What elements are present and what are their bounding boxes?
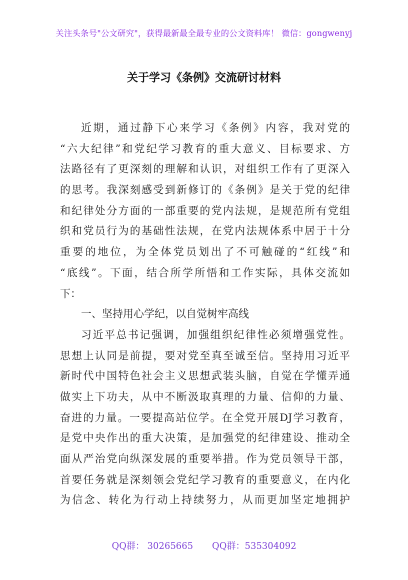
document-body: [60, 118, 350, 511]
body-line: 重要的地位，为全体党员划出了不可触碰的“红线”和: [60, 246, 350, 259]
document-title: 关于学习《条例》交流研讨材料: [127, 71, 281, 84]
body-line: “底线”。下面，结合所学所悟和工作实际，具体交流如: [60, 266, 350, 279]
body-line: 新时代中国特色社会主义思想武装头脑，自觉在学懂弄通: [60, 370, 350, 383]
body-line: 面从严治党向纵深发展的重要举措。作为党员领导干部，: [60, 453, 350, 465]
qq-group-1: QQ群： 30265665: [111, 542, 194, 552]
body-line: 的思考。我深刻感受到新修订的《条例》是关于党的纪律: [60, 184, 350, 197]
body-line: 首要任务就是深刻领会党纪学习教育的重要意义，在内化: [60, 473, 350, 486]
promo-header: 关注头条号"公文研究"，获得最新最全最专业的公文资料库！ 微信：gongwenyj: [55, 28, 353, 38]
body-line: “六大纪律”和党纪学习教育的重大意义、目标要求、方: [60, 142, 350, 155]
body-line: 近期，通过静下心来学习《条例》内容，我对党的: [81, 122, 350, 134]
section-heading: 一、坚持用心学纪，以自觉树牢高线: [81, 308, 249, 321]
body-line: 做实上下功夫，从中不断汲取真理的力量、信仰的力量、: [60, 390, 350, 403]
qq-footer: [0, 539, 408, 552]
qq-group-2: QQ群：535304092: [212, 542, 297, 552]
body-line: 奋进的力量。一要提高站位学。在全党开展DJ学习教育，: [60, 411, 350, 424]
body-line: 是党中央作出的重大决策，是加强党的纪律建设、推动全: [60, 432, 350, 445]
body-line: 为信念、转化为行动上持续努力，从而更加坚定地拥护: [60, 494, 350, 507]
body-line: 下：: [60, 287, 81, 300]
body-line: 法路径有了更深刻的理解和认识，对组织工作有了更深入: [60, 163, 350, 176]
body-line: 思想上认同是前提，要对党至真至诚至信。坚持用习近平: [60, 349, 350, 362]
body-line: 和纪律处分方面的一部重要的党内法规，是规范所有党组: [60, 204, 350, 217]
body-line: 习近平总书记强调，加强组织纪律性必须增强党性。: [81, 328, 350, 341]
body-line: 织和党员行为的基础性法规，在党内法规体系中居于十分: [60, 225, 350, 238]
